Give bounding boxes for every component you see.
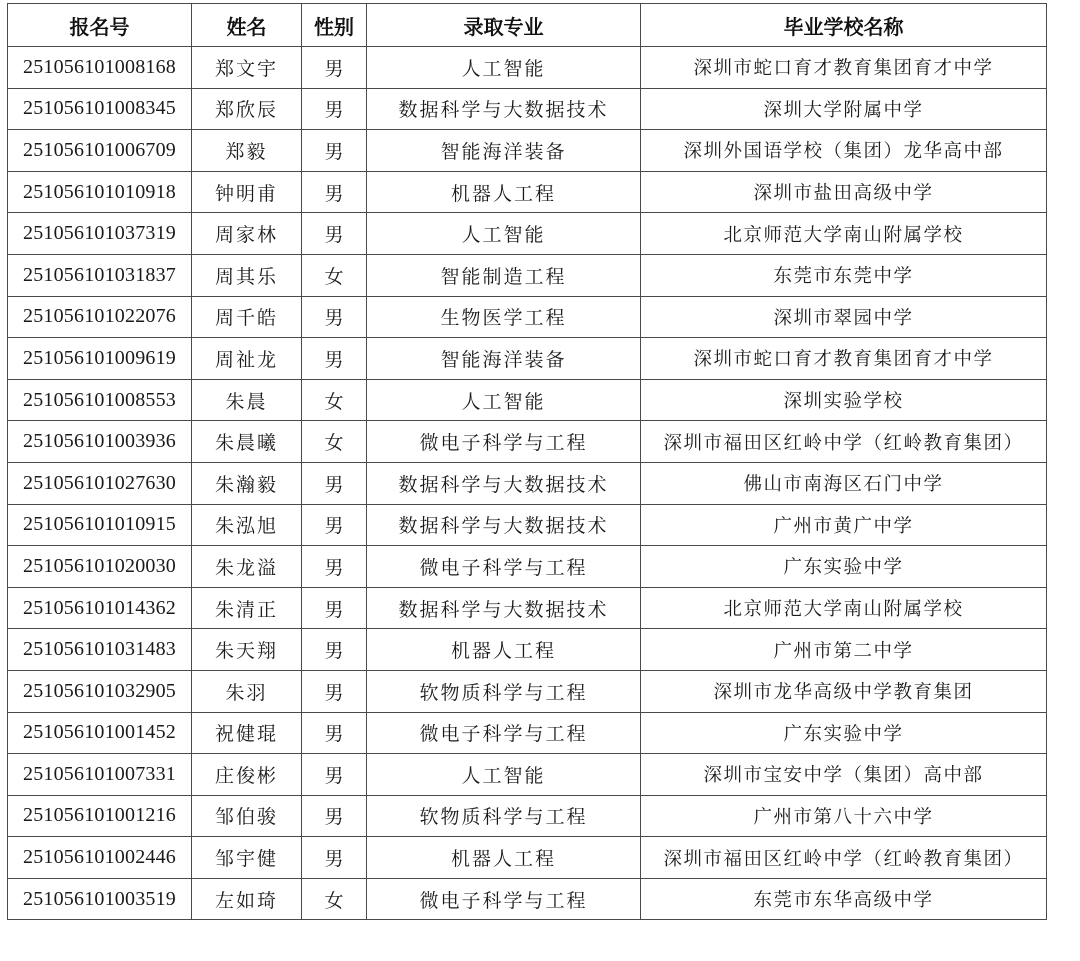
cell-name: 祝健琨 (192, 712, 302, 754)
cell-graduating-school: 深圳市福田区红岭中学（红岭教育集团） (641, 421, 1047, 463)
cell-gender: 男 (302, 629, 367, 671)
table-row (8, 296, 1047, 338)
table-body (8, 47, 1047, 920)
table-header (8, 4, 1047, 47)
cell-name: 朱晨 (192, 379, 302, 421)
cell-graduating-school: 深圳市翠园中学 (641, 296, 1047, 338)
cell-application-number: 251056101008168 (8, 47, 192, 89)
cell-graduating-school: 北京师范大学南山附属学校 (641, 213, 1047, 255)
cell-graduating-school: 北京师范大学南山附属学校 (641, 587, 1047, 629)
cell-application-number: 251056101010918 (8, 171, 192, 213)
cell-graduating-school: 深圳大学附属中学 (641, 88, 1047, 130)
cell-name: 周千皓 (192, 296, 302, 338)
cell-application-number: 251056101032905 (8, 670, 192, 712)
cell-gender: 男 (302, 296, 367, 338)
cell-admitted-major: 软物质科学与工程 (367, 670, 641, 712)
cell-gender: 女 (302, 421, 367, 463)
cell-application-number: 251056101022076 (8, 296, 192, 338)
cell-name: 朱天翔 (192, 629, 302, 671)
cell-admitted-major: 软物质科学与工程 (367, 795, 641, 837)
table-row (8, 629, 1047, 671)
table-row (8, 213, 1047, 255)
cell-graduating-school: 深圳市龙华高级中学教育集团 (641, 670, 1047, 712)
cell-application-number: 251056101001216 (8, 795, 192, 837)
cell-name: 朱羽 (192, 670, 302, 712)
cell-graduating-school: 深圳市福田区红岭中学（红岭教育集团） (641, 837, 1047, 879)
table-row (8, 754, 1047, 796)
cell-gender: 男 (302, 462, 367, 504)
table-row (8, 504, 1047, 546)
admission-roster-table (7, 3, 1047, 920)
cell-application-number: 251056101008345 (8, 88, 192, 130)
cell-admitted-major: 生物医学工程 (367, 296, 641, 338)
cell-application-number: 251056101014362 (8, 587, 192, 629)
header-name: 姓名 (192, 4, 302, 47)
table-row (8, 712, 1047, 754)
cell-application-number: 251056101006709 (8, 130, 192, 172)
cell-admitted-major: 机器人工程 (367, 171, 641, 213)
cell-admitted-major: 智能制造工程 (367, 254, 641, 296)
cell-application-number: 251056101020030 (8, 546, 192, 588)
cell-admitted-major: 人工智能 (367, 47, 641, 89)
cell-name: 周家林 (192, 213, 302, 255)
cell-gender: 女 (302, 379, 367, 421)
table-row (8, 171, 1047, 213)
cell-graduating-school: 深圳市盐田高级中学 (641, 171, 1047, 213)
cell-gender: 女 (302, 254, 367, 296)
header-admitted-major: 录取专业 (367, 4, 641, 47)
table-row (8, 338, 1047, 380)
cell-admitted-major: 智能海洋装备 (367, 130, 641, 172)
cell-application-number: 251056101003936 (8, 421, 192, 463)
cell-application-number: 251056101007331 (8, 754, 192, 796)
table-row (8, 379, 1047, 421)
cell-gender: 男 (302, 88, 367, 130)
header-gender: 性别 (302, 4, 367, 47)
table-row (8, 837, 1047, 879)
table-row (8, 130, 1047, 172)
cell-admitted-major: 智能海洋装备 (367, 338, 641, 380)
table-row (8, 462, 1047, 504)
cell-application-number: 251056101002446 (8, 837, 192, 879)
cell-graduating-school: 东莞市东华高级中学 (641, 878, 1047, 920)
cell-gender: 女 (302, 878, 367, 920)
table-row (8, 546, 1047, 588)
cell-graduating-school: 广东实验中学 (641, 712, 1047, 754)
cell-graduating-school: 广州市第二中学 (641, 629, 1047, 671)
cell-graduating-school: 深圳外国语学校（集团）龙华高中部 (641, 130, 1047, 172)
table-row (8, 795, 1047, 837)
cell-admitted-major: 微电子科学与工程 (367, 546, 641, 588)
table-row (8, 670, 1047, 712)
cell-graduating-school: 东莞市东莞中学 (641, 254, 1047, 296)
cell-admitted-major: 微电子科学与工程 (367, 878, 641, 920)
cell-gender: 男 (302, 47, 367, 89)
cell-gender: 男 (302, 712, 367, 754)
cell-name: 邹伯骏 (192, 795, 302, 837)
cell-graduating-school: 广州市第八十六中学 (641, 795, 1047, 837)
cell-application-number: 251056101009619 (8, 338, 192, 380)
cell-name: 朱泓旭 (192, 504, 302, 546)
cell-application-number: 251056101003519 (8, 878, 192, 920)
cell-gender: 男 (302, 754, 367, 796)
cell-admitted-major: 机器人工程 (367, 629, 641, 671)
cell-admitted-major: 数据科学与大数据技术 (367, 504, 641, 546)
cell-name: 庄俊彬 (192, 754, 302, 796)
cell-graduating-school: 深圳市蛇口育才教育集团育才中学 (641, 338, 1047, 380)
cell-gender: 男 (302, 338, 367, 380)
cell-gender: 男 (302, 837, 367, 879)
cell-name: 朱龙溢 (192, 546, 302, 588)
cell-name: 郑毅 (192, 130, 302, 172)
table-row (8, 878, 1047, 920)
table-row (8, 587, 1047, 629)
cell-application-number: 251056101037319 (8, 213, 192, 255)
cell-name: 郑欣辰 (192, 88, 302, 130)
header-graduating-school: 毕业学校名称 (641, 4, 1047, 47)
cell-graduating-school: 佛山市南海区石门中学 (641, 462, 1047, 504)
cell-admitted-major: 微电子科学与工程 (367, 421, 641, 463)
header-row (8, 4, 1047, 47)
cell-name: 朱晨曦 (192, 421, 302, 463)
cell-graduating-school: 广东实验中学 (641, 546, 1047, 588)
cell-admitted-major: 数据科学与大数据技术 (367, 462, 641, 504)
cell-graduating-school: 深圳市蛇口育才教育集团育才中学 (641, 47, 1047, 89)
cell-gender: 男 (302, 213, 367, 255)
cell-admitted-major: 人工智能 (367, 379, 641, 421)
table-row (8, 421, 1047, 463)
cell-name: 钟明甫 (192, 171, 302, 213)
cell-graduating-school: 深圳实验学校 (641, 379, 1047, 421)
table-row (8, 88, 1047, 130)
cell-graduating-school: 广州市黄广中学 (641, 504, 1047, 546)
cell-gender: 男 (302, 587, 367, 629)
cell-gender: 男 (302, 546, 367, 588)
cell-admitted-major: 数据科学与大数据技术 (367, 88, 641, 130)
cell-name: 左如琦 (192, 878, 302, 920)
cell-gender: 男 (302, 130, 367, 172)
cell-admitted-major: 微电子科学与工程 (367, 712, 641, 754)
cell-admitted-major: 人工智能 (367, 213, 641, 255)
cell-name: 周祉龙 (192, 338, 302, 380)
cell-application-number: 251056101001452 (8, 712, 192, 754)
cell-name: 邹宇健 (192, 837, 302, 879)
table-row (8, 47, 1047, 89)
header-application-number: 报名号 (8, 4, 192, 47)
table-row (8, 254, 1047, 296)
cell-admitted-major: 机器人工程 (367, 837, 641, 879)
cell-name: 朱清正 (192, 587, 302, 629)
cell-application-number: 251056101008553 (8, 379, 192, 421)
cell-gender: 男 (302, 171, 367, 213)
cell-name: 周其乐 (192, 254, 302, 296)
cell-application-number: 251056101031837 (8, 254, 192, 296)
cell-gender: 男 (302, 670, 367, 712)
cell-application-number: 251056101010915 (8, 504, 192, 546)
cell-name: 郑文宇 (192, 47, 302, 89)
cell-admitted-major: 人工智能 (367, 754, 641, 796)
cell-admitted-major: 数据科学与大数据技术 (367, 587, 641, 629)
cell-graduating-school: 深圳市宝安中学（集团）高中部 (641, 754, 1047, 796)
cell-name: 朱瀚毅 (192, 462, 302, 504)
cell-gender: 男 (302, 795, 367, 837)
cell-gender: 男 (302, 504, 367, 546)
cell-application-number: 251056101027630 (8, 462, 192, 504)
cell-application-number: 251056101031483 (8, 629, 192, 671)
